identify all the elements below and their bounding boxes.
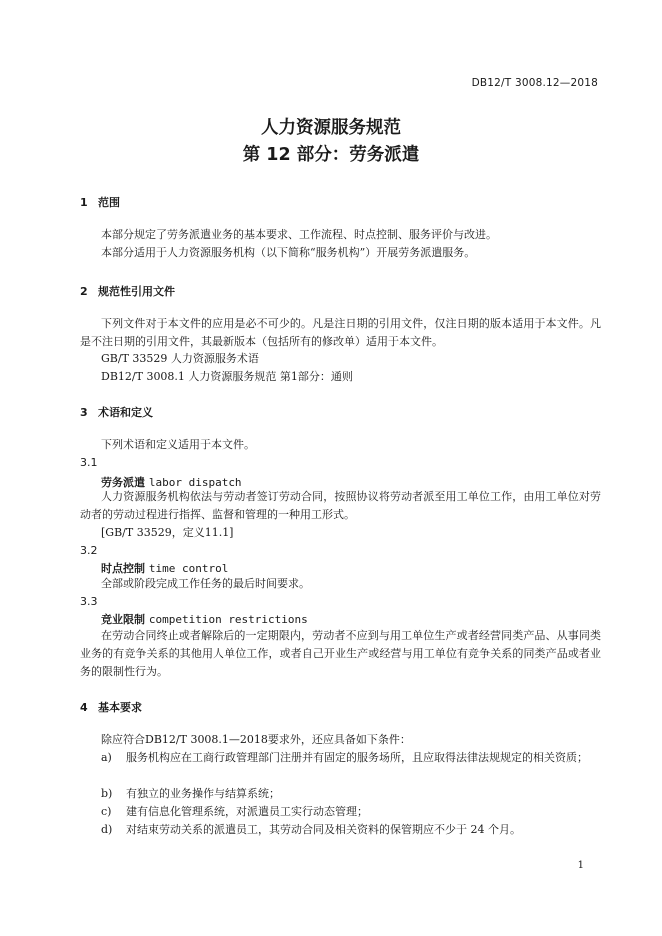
list-text: 服务机构应在工商行政管理部门注册并有固定的服务场所，且应取得法律法规规定的相关资质； <box>126 751 588 764</box>
list-item <box>101 803 601 821</box>
standard-code: DB12/T 3008.12—2018 <box>471 77 598 89</box>
section-number: 4 <box>80 701 88 714</box>
term-zh: 竞业限制 <box>101 613 145 626</box>
term-zh: 劳务派遣 <box>101 476 145 489</box>
list-marker: b) <box>101 787 113 800</box>
list-marker: d) <box>101 823 113 836</box>
section-title: 术语和定义 <box>98 406 153 419</box>
term-definition: 人力资源服务机构依法与劳动者签订劳动合同，按照协议将劳动者派至用工单位工作，由用工单位对劳动者的劳动过程进行指挥、监督和管理的一种用工形式。 <box>80 490 601 521</box>
list-item <box>101 821 601 839</box>
list-item <box>101 749 601 767</box>
term-name <box>101 560 228 576</box>
paragraph: 除应符合DB12/T 3008.1—2018要求外，还应具备如下条件： <box>101 733 411 746</box>
section-title: 基本要求 <box>98 701 142 714</box>
term-number: 3.3 <box>80 595 98 608</box>
term-number: 3.1 <box>80 456 98 469</box>
term-number: 3.2 <box>80 544 98 557</box>
reference-item: GB/T 33529 人力资源服务术语 <box>101 352 259 365</box>
document-subtitle: 第 12 部分：劳务派遣 <box>242 145 420 165</box>
paragraph: 本部分适用于人力资源服务机构（以下简称“服务机构”）开展劳务派遣服务。 <box>101 246 476 259</box>
section-number: 2 <box>80 285 88 298</box>
list-text: 有独立的业务操作与结算系统； <box>126 787 280 800</box>
list-text: 建有信息化管理系统，对派遣员工实行动态管理； <box>126 805 368 818</box>
section-2-heading <box>80 283 175 299</box>
section-title: 规范性引用文件 <box>98 285 175 298</box>
paragraph: 本部分规定了劳务派遣业务的基本要求、工作流程、时点控制、服务评价与改进。 <box>101 228 497 241</box>
term-source: [GB/T 33529，定义11.1] <box>101 526 234 539</box>
term-en: labor dispatch <box>148 476 242 489</box>
term-en: competition restrictions <box>148 613 308 626</box>
term-en: time control <box>148 562 229 575</box>
list-text: 对结束劳动关系的派遣员工，其劳动合同及相关资料的保管期应不少于 24 个月。 <box>126 823 521 836</box>
reference-item: DB12/T 3008.1 人力资源服务规范 第1部分：通则 <box>101 370 353 383</box>
paragraph: 下列术语和定义适用于本文件。 <box>101 438 255 451</box>
paragraph: 下列文件对于本文件的应用是必不可少的。凡是注日期的引用文件，仅注日期的版本适用于本文件。凡是不注日期的引用文件，其最新版本（包括所有的修改单）适用于本文件。 <box>80 317 601 348</box>
term-definition: 在劳动合同终止或者解除后的一定期限内，劳动者不应到与用工单位生产或者经营同类产品、从事同类业务的有竞争关系的其他用人单位工作，或者自己开业生产或经营与用工单位有竞争关系的同类产品或者业务的限制性行为。 <box>80 629 601 678</box>
list-item <box>101 785 601 803</box>
section-title: 范围 <box>98 196 120 209</box>
section-3-heading <box>80 404 153 420</box>
term-zh: 时点控制 <box>101 562 145 575</box>
term-name <box>101 611 308 627</box>
section-number: 3 <box>80 406 88 419</box>
term-definition: 全部或阶段完成工作任务的最后时间要求。 <box>101 577 310 590</box>
document-title: 人力资源服务规范 <box>261 118 401 138</box>
section-4-heading <box>80 699 142 715</box>
page-number: 1 <box>577 860 584 871</box>
section-number: 1 <box>80 196 88 209</box>
section-1-heading <box>80 194 120 210</box>
list-marker: c) <box>101 805 112 818</box>
list-marker: a) <box>101 751 112 764</box>
